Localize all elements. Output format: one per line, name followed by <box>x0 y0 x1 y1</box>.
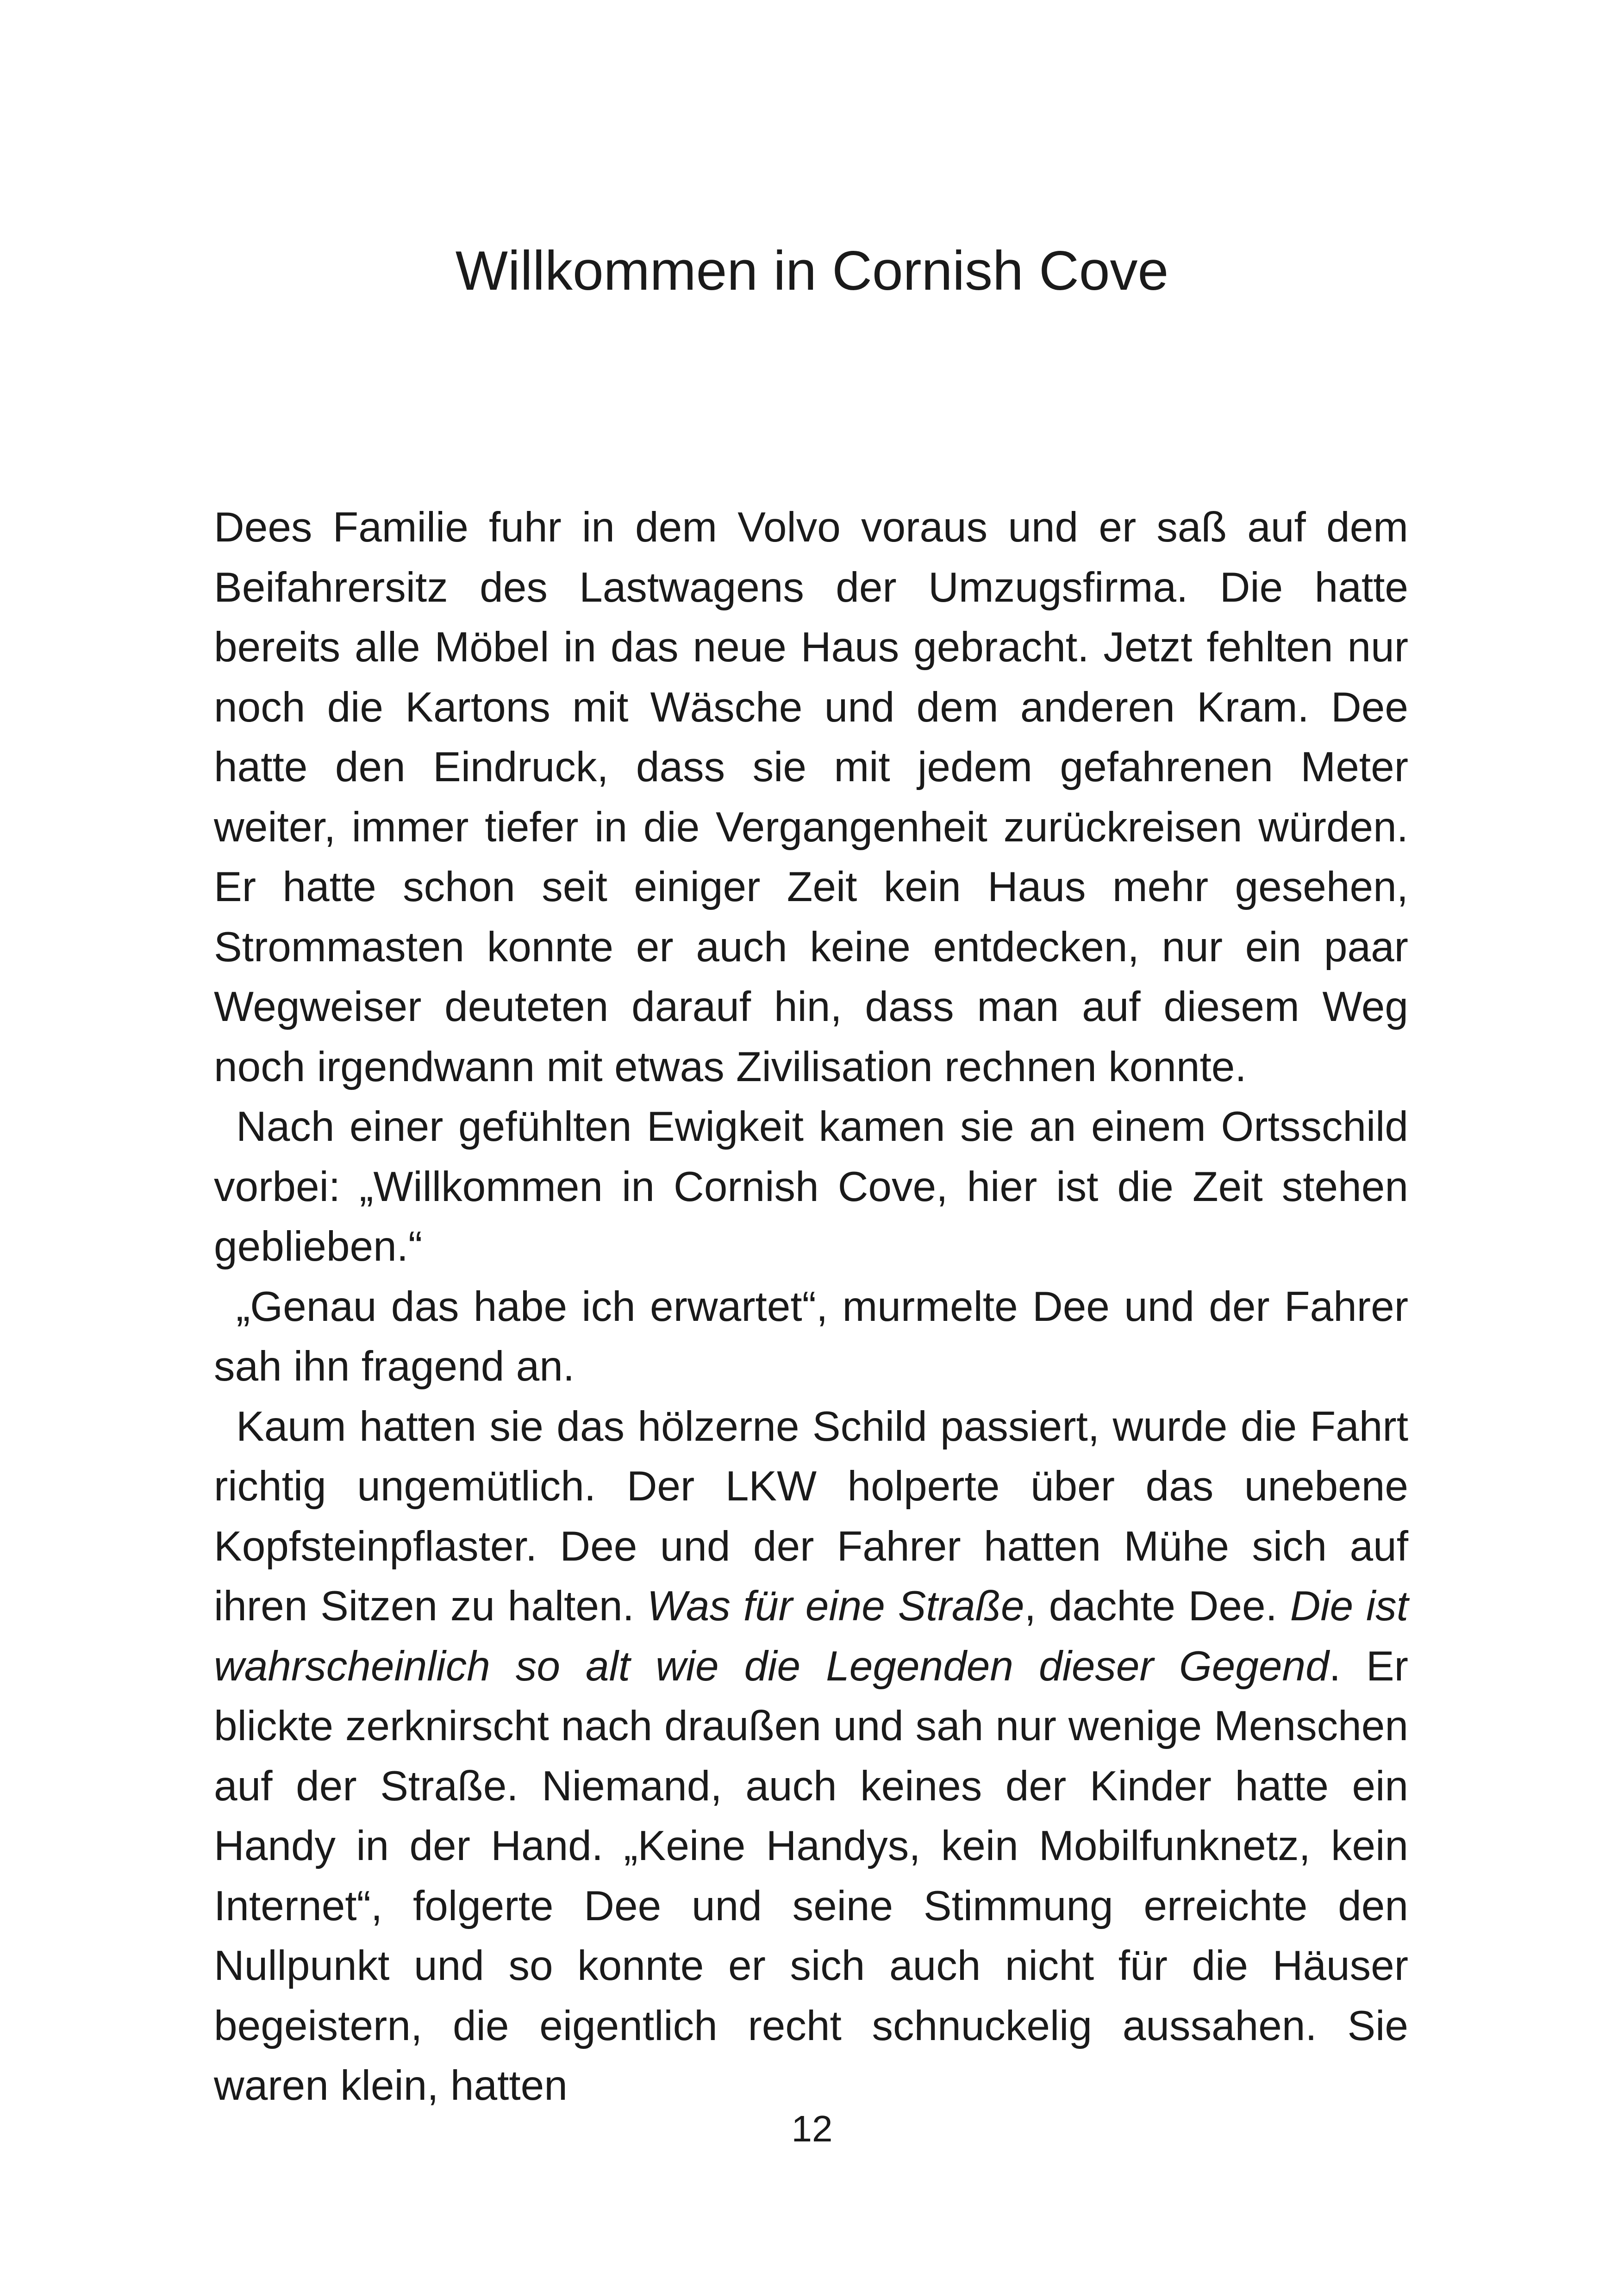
paragraph-4-italic-2: Die ist wahrscheinlich so alt wie die Legenden dieser Gegend <box>214 1583 1409 1690</box>
page-number: 12 <box>791 2108 833 2149</box>
paragraph-2: Nach einer gefühlten Ewigkeit kamen sie an einem Ortsschild vorbei: „Willkommen in Cornish Cove, hier ist die Zeit stehen geblieben.“ <box>214 1103 1408 1270</box>
chapter-title: Willkommen in Cornish Cove <box>455 240 1169 302</box>
paragraph-4-italic-1: Was für eine Straße <box>647 1583 1024 1630</box>
paragraph-4 <box>214 1397 1408 2116</box>
paragraph-3: „Genau das habe ich erwartet“, murmelte Dee und der Fahrer sah ihn fragend an. <box>214 1283 1408 1390</box>
paragraph-4-text-2: , dachte Dee. <box>1024 1583 1290 1630</box>
paragraph-4-text-3: . Er blickte zerknirscht nach draußen und sah nur wenige Menschen auf der Straße. Niemand, auch keines der Kinder hatte ein Handy in der Hand. „Keine Handys, kein Mobilfunknetz, kein Internet“, folgerte Dee und seine Stimmung erreichte den Nullpunkt und so konnte er sich auch nicht für die Häuser begeistern, die eigentlich recht schnuckelig aussahen. Sie waren klein, hatten <box>214 1643 1408 2109</box>
paragraph-4-text-1: Kaum hatten sie das hölzerne Schild passiert, wurde die Fahrt richtig ungemütlich. Der LKW holperte über das unebene Kopfsteinpflaster. Dee und der Fahrer hatten Mühe sich auf ihren Sitzen zu halten. <box>214 1403 1408 1630</box>
body-text <box>214 498 1408 2116</box>
paragraph-1: Dees Familie fuhr in dem Volvo voraus und er saß auf dem Beifahrersitz des Lastwagens der Umzugsfirma. Die hatte bereits alle Möbel in das neue Haus gebracht. Jetzt fehlten nur noch die Kartons mit Wäsche und dem anderen Kram. Dee hatte den Eindruck, dass sie mit jedem gefahrenen Meter weiter, immer tiefer in die Vergangenheit zurückreisen würden. Er hatte schon seit einiger Zeit kein Haus mehr gesehen, Strommasten konnte er auch keine entdecken, nur ein paar Wegweiser deuteten darauf hin, dass man auf diesem Weg noch irgendwann mit etwas Zivilisation rechnen konnte. <box>214 504 1408 1090</box>
